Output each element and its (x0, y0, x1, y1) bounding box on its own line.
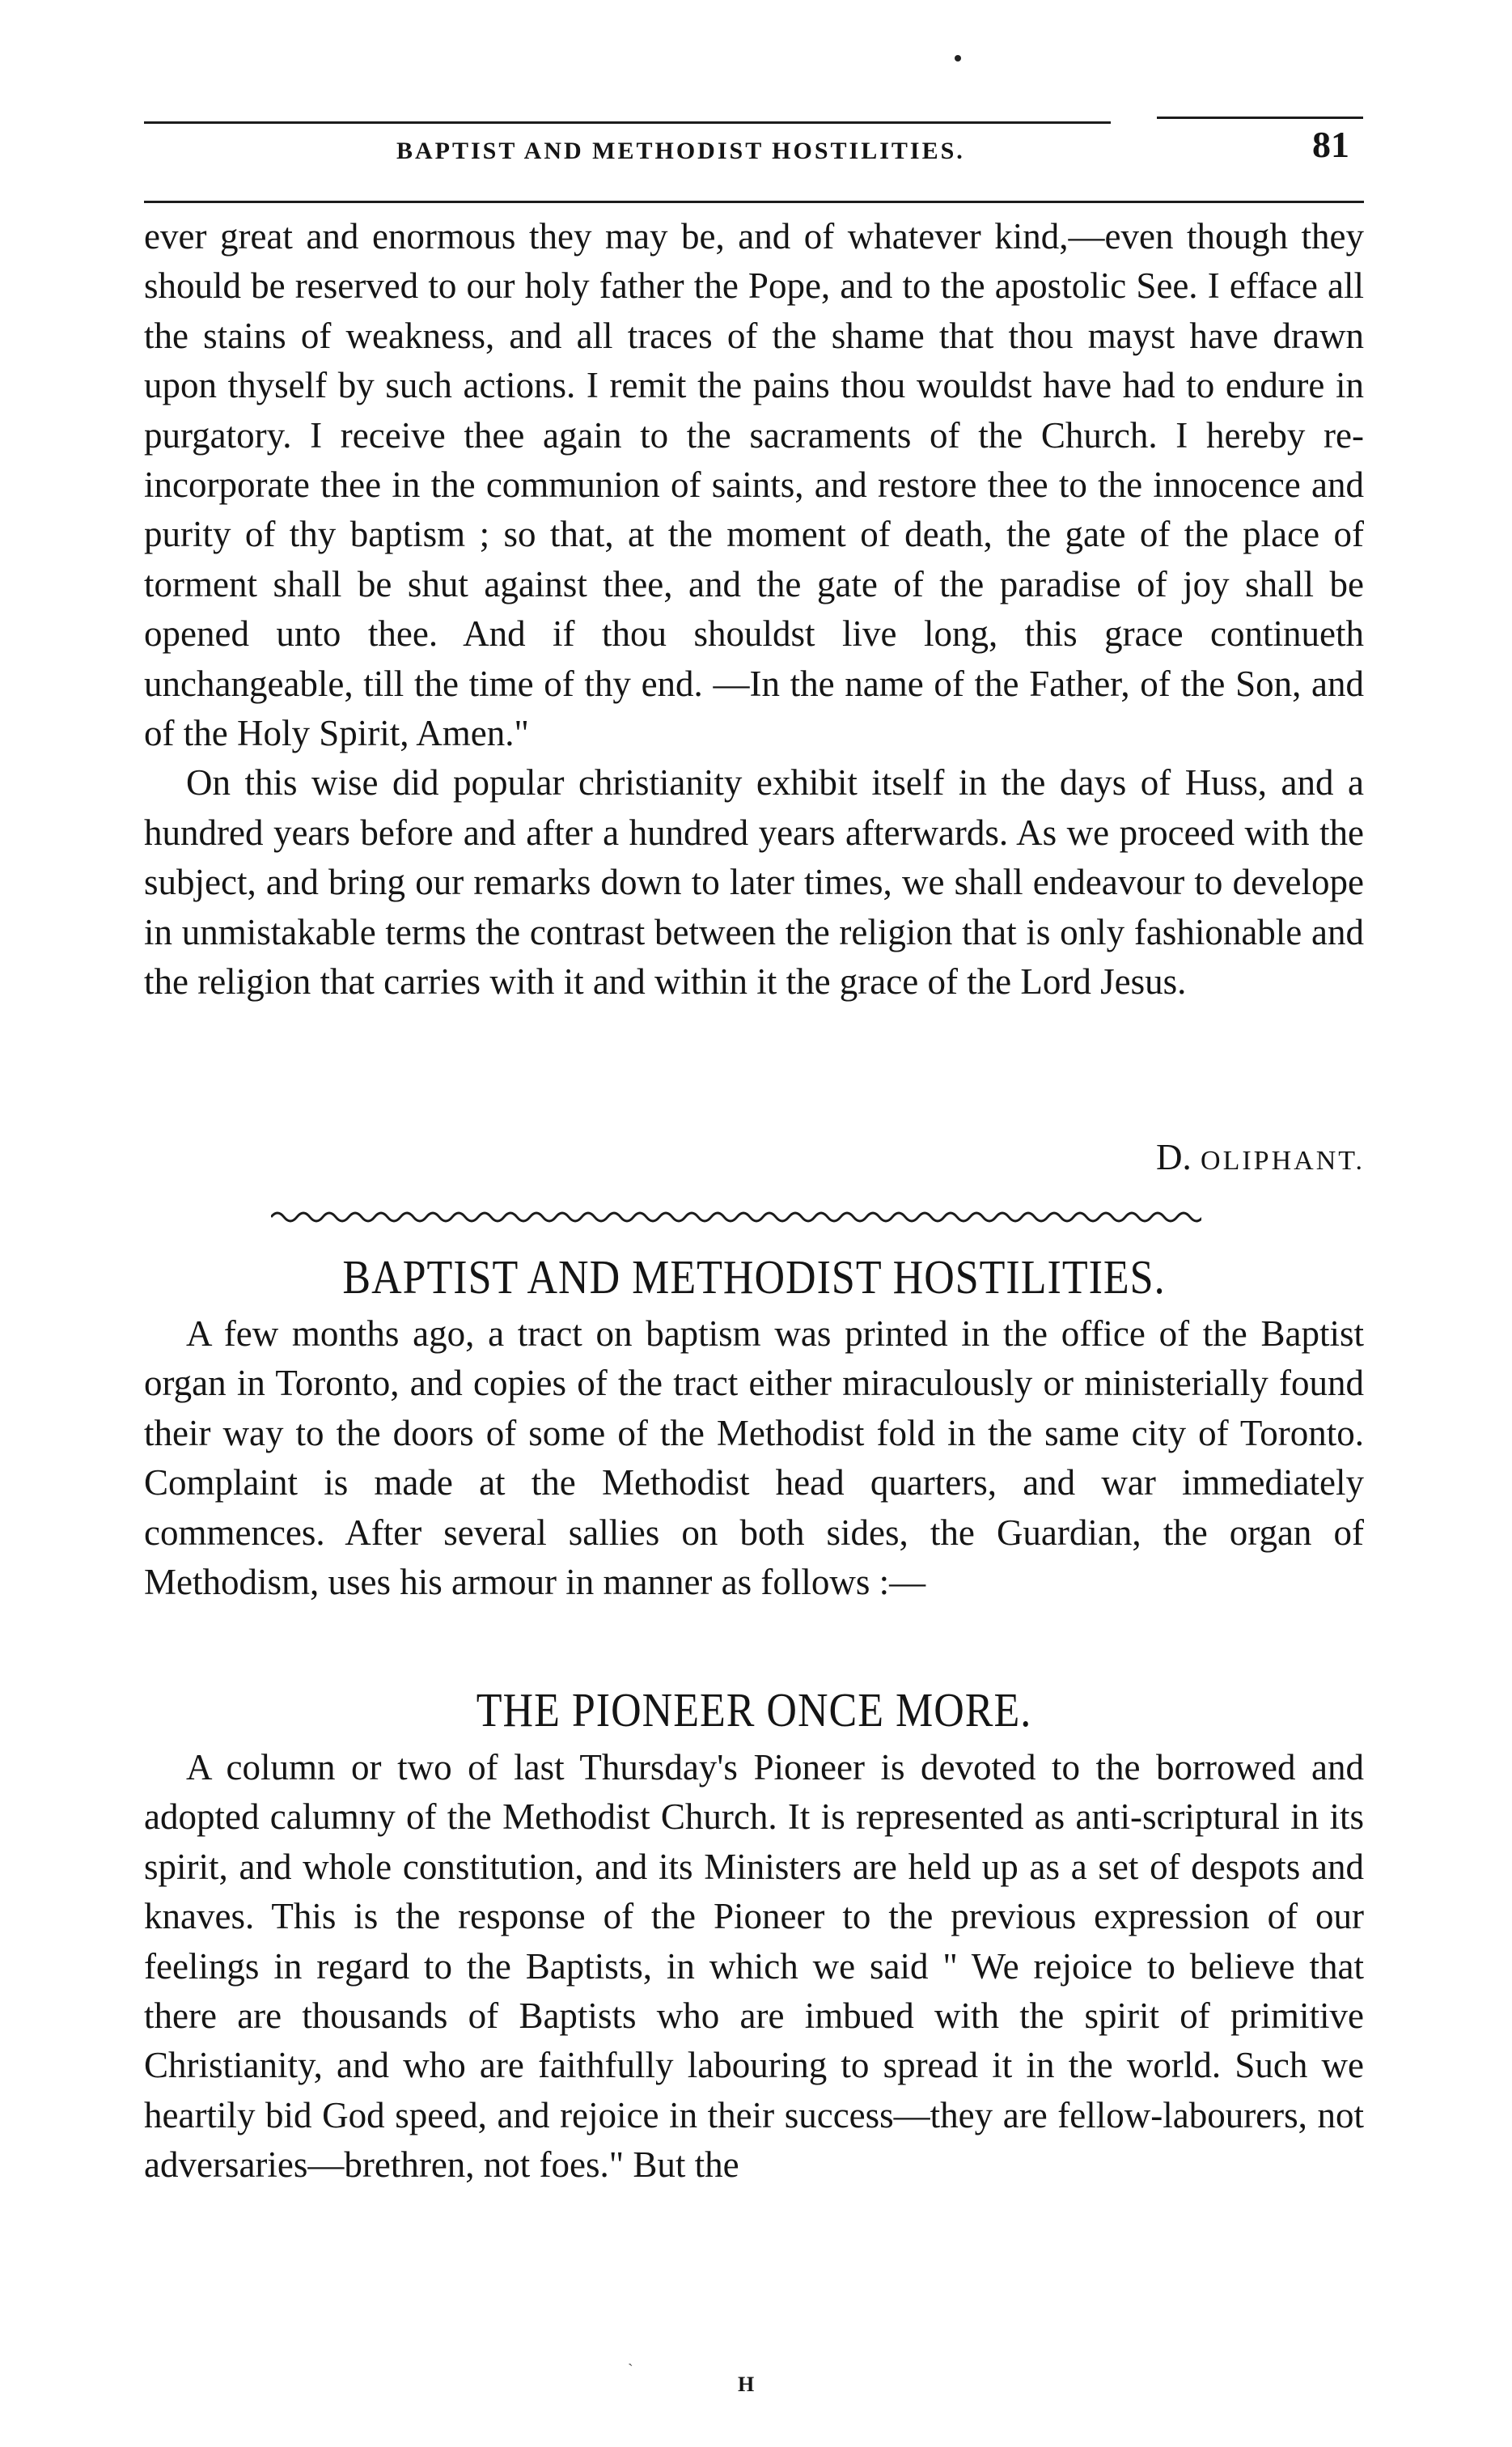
section-text-block (144, 1743, 1364, 2190)
running-head: BAPTIST AND METHODIST HOSTILITIES. (396, 138, 965, 164)
stray-mark: ` (628, 2361, 633, 2379)
body-paragraph: ever great and enormous they may be, and of whatever kind,—even though they should be reserved to our holy father the Pope, and to the apostolic See. I efface all the stains of weakness, and all traces of the shame that thou mayst have drawn upon thyself by such actions. I remit the pains thou wouldst have had to endure in purgatory. I receive thee again to the sacraments of the Church. I hereby re-incorporate thee in the communion of saints, and restore thee to the innocence and purity of thy baptism ; so that, at the moment of death, the gate of the place of torment shall be shut against thee, and the gate of the paradise of joy shall be opened unto thee. And if thou shouldst live long, this grace continueth unchangeable, till the time of thy end. —In the name of the Father, of the Son, and of the Holy Spirit, Amen." (144, 216, 1364, 754)
header-rule-top (144, 121, 1111, 124)
author-signature (1156, 1133, 1365, 1185)
header-rule-top-right (1157, 117, 1363, 119)
body-paragraph: A few months ago, a tract on baptism was printed in the office of the Baptist organ in Toronto, and copies of the tract either miraculously or ministerially found their way to the doors of some of the Methodist fold in the same city of Toronto. Complaint is made at the Methodist head quarters, and war immediately commences. After several sallies on both sides, the Guardian, the organ of Methodism, uses his armour in manner as follows :— (144, 1313, 1364, 1603)
section-heading: THE PIONEER ONCE MORE. (476, 1684, 1032, 1737)
ink-dot (955, 55, 961, 61)
signature-initial: D. (1156, 1137, 1201, 1177)
body-paragraph: On this wise did popular christianity exhibit itself in the days of Huss, and a hundred years before and after a hundred years afterwards. As we proceed with the subject, and bring our remarks down to later times, we shall endeavour to develope in unmistakable terms the contrast between the religion that is only fashionable and the religion that carries with it and within it the grace of the Lord Jesus. (144, 762, 1364, 1003)
body-paragraph: A column or two of last Thursday's Pioneer is devoted to the borrowed and adopted calumny of the Methodist Church. It is represented as anti-scriptural in its spirit, and whole constitution, and its Ministers are held up as a set of despots and knaves. This is the response of the Pioneer to the previous expression of our feelings in regard to the Baptists, in which we said " We rejoice to believe that there are thousands of Baptists who are imbued with the spirit of primitive Christianity, and who are faithfully labouring to spread it in the world. Such we heartily bid God speed, and rejoice in their success—they are fellow-labourers, not adversaries—brethren, not foes." But the (144, 1747, 1364, 2186)
section-heading: BAPTIST AND METHODIST HOSTILITIES. (342, 1251, 1166, 1304)
wavy-ornament-divider (271, 1206, 1201, 1228)
signature-name: OLIPHANT. (1201, 1146, 1365, 1176)
continued-text-block (144, 212, 1364, 1007)
printer-signature-mark: H (738, 2373, 755, 2396)
section-text-block (144, 1309, 1364, 1607)
page-number: 81 (1312, 124, 1349, 165)
header-rule-bottom (144, 201, 1364, 203)
